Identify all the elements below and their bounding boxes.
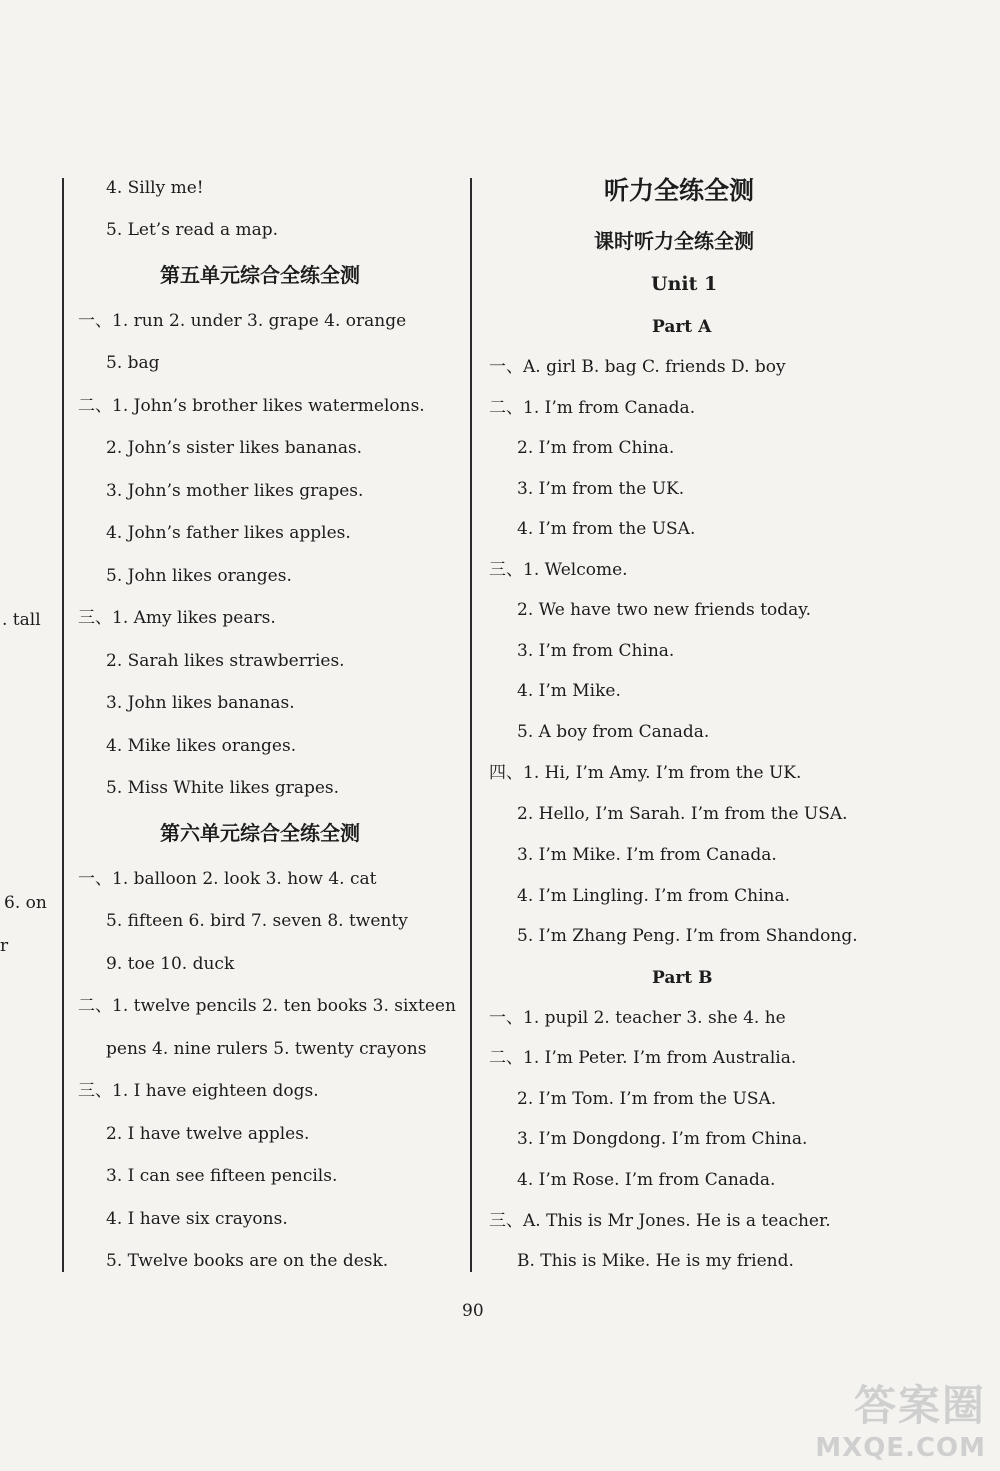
column-rule-left	[62, 178, 64, 1272]
unit6-line: 9. toe 10. duck	[106, 954, 235, 974]
part-a-line: 4. I’m Lingling. I’m from China.	[517, 886, 791, 906]
part-a-line: 3. I’m from the UK.	[517, 479, 685, 499]
part-a-line: 5. I’m Zhang Peng. I’m from Shandong.	[517, 926, 858, 946]
unit5-line: 5. bag	[106, 353, 160, 373]
part-a-line: 4. I’m Mike.	[517, 681, 621, 701]
unit5-line: 2. John’s sister likes bananas.	[106, 438, 363, 458]
margin-fragment-on: 6. on	[4, 893, 47, 913]
part-a-line: 2. Hello, I’m Sarah. I’m from the USA.	[517, 804, 848, 824]
part-a-line: 4. I’m from the USA.	[517, 519, 696, 539]
part-b-line: 三、A. This is Mr Jones. He is a teacher.	[489, 1211, 831, 1231]
unit5-line: 4. John’s father likes apples.	[106, 523, 351, 543]
part-a-line: 3. I’m from China.	[517, 641, 675, 661]
unit5-line: 二、1. John’s brother likes watermelons.	[78, 396, 425, 416]
part-b-line: 一、1. pupil 2. teacher 3. she 4. he	[489, 1008, 786, 1028]
part-a-line: 5. A boy from Canada.	[517, 722, 710, 742]
unit6-line: 5. Twelve books are on the desk.	[106, 1251, 389, 1271]
part-a-line: 2. We have two new friends today.	[517, 600, 812, 620]
c1-line-2: 5. Let’s read a map.	[106, 220, 279, 240]
part-b-line: 二、1. I’m Peter. I’m from Australia.	[489, 1048, 797, 1068]
unit5-heading: 第五单元综合全练全测	[160, 263, 360, 287]
part-b-line: B. This is Mike. He is my friend.	[517, 1251, 794, 1271]
unit-heading: Unit 1	[651, 273, 718, 295]
unit5-line: 5. John likes oranges.	[106, 566, 292, 586]
unit5-line: 3. John likes bananas.	[106, 693, 295, 713]
watermark-en: MXQE.COM	[815, 1433, 986, 1463]
margin-fragment-r: r	[0, 936, 9, 956]
section-subtitle: 课时听力全练全测	[594, 229, 754, 253]
part-a-line: 四、1. Hi, I’m Amy. I’m from the UK.	[489, 763, 802, 783]
unit5-line: 3. John’s mother likes grapes.	[106, 481, 364, 501]
part-a-line: 2. I’m from China.	[517, 438, 675, 458]
unit6-line: pens 4. nine rulers 5. twenty crayons	[106, 1039, 427, 1059]
watermark-cn: 答案圈	[853, 1381, 986, 1430]
unit6-heading: 第六单元综合全练全测	[160, 821, 360, 845]
part-a-line: 3. I’m Mike. I’m from Canada.	[517, 845, 777, 865]
c1-line-1: 4. Silly me!	[106, 178, 204, 198]
watermark-logo	[815, 1373, 986, 1463]
part-b-line: 3. I’m Dongdong. I’m from China.	[517, 1129, 808, 1149]
unit5-line: 一、1. run 2. under 3. grape 4. orange	[78, 311, 407, 331]
part-a-line: 一、A. girl B. bag C. friends D. boy	[489, 357, 786, 377]
unit5-line: 2. Sarah likes strawberries.	[106, 651, 345, 671]
unit6-line: 二、1. twelve pencils 2. ten books 3. sixteen	[78, 996, 456, 1016]
part-b-line: 2. I’m Tom. I’m from the USA.	[517, 1089, 777, 1109]
unit5-line: 三、1. Amy likes pears.	[78, 608, 276, 628]
unit6-line: 4. I have six crayons.	[106, 1209, 288, 1229]
part-a-line: 三、1. Welcome.	[489, 560, 628, 580]
page-number: 90	[462, 1301, 484, 1321]
unit6-line: 一、1. balloon 2. look 3. how 4. cat	[78, 869, 377, 889]
unit5-line: 5. Miss White likes grapes.	[106, 778, 340, 798]
column-rule-center	[470, 178, 472, 1272]
unit6-line: 2. I have twelve apples.	[106, 1124, 310, 1144]
unit6-line: 3. I can see fifteen pencils.	[106, 1166, 338, 1186]
margin-fragment-tall: . tall	[2, 610, 41, 630]
unit6-line: 三、1. I have eighteen dogs.	[78, 1081, 319, 1101]
unit6-line: 5. fifteen 6. bird 7. seven 8. twenty	[106, 911, 408, 931]
part-a-line: 二、1. I’m from Canada.	[489, 398, 696, 418]
part-b-line: 4. I’m Rose. I’m from Canada.	[517, 1170, 776, 1190]
section-title: 听力全练全测	[604, 176, 755, 205]
unit5-line: 4. Mike likes oranges.	[106, 736, 297, 756]
part-a-heading: Part A	[652, 317, 712, 337]
part-b-heading: Part B	[652, 968, 713, 988]
